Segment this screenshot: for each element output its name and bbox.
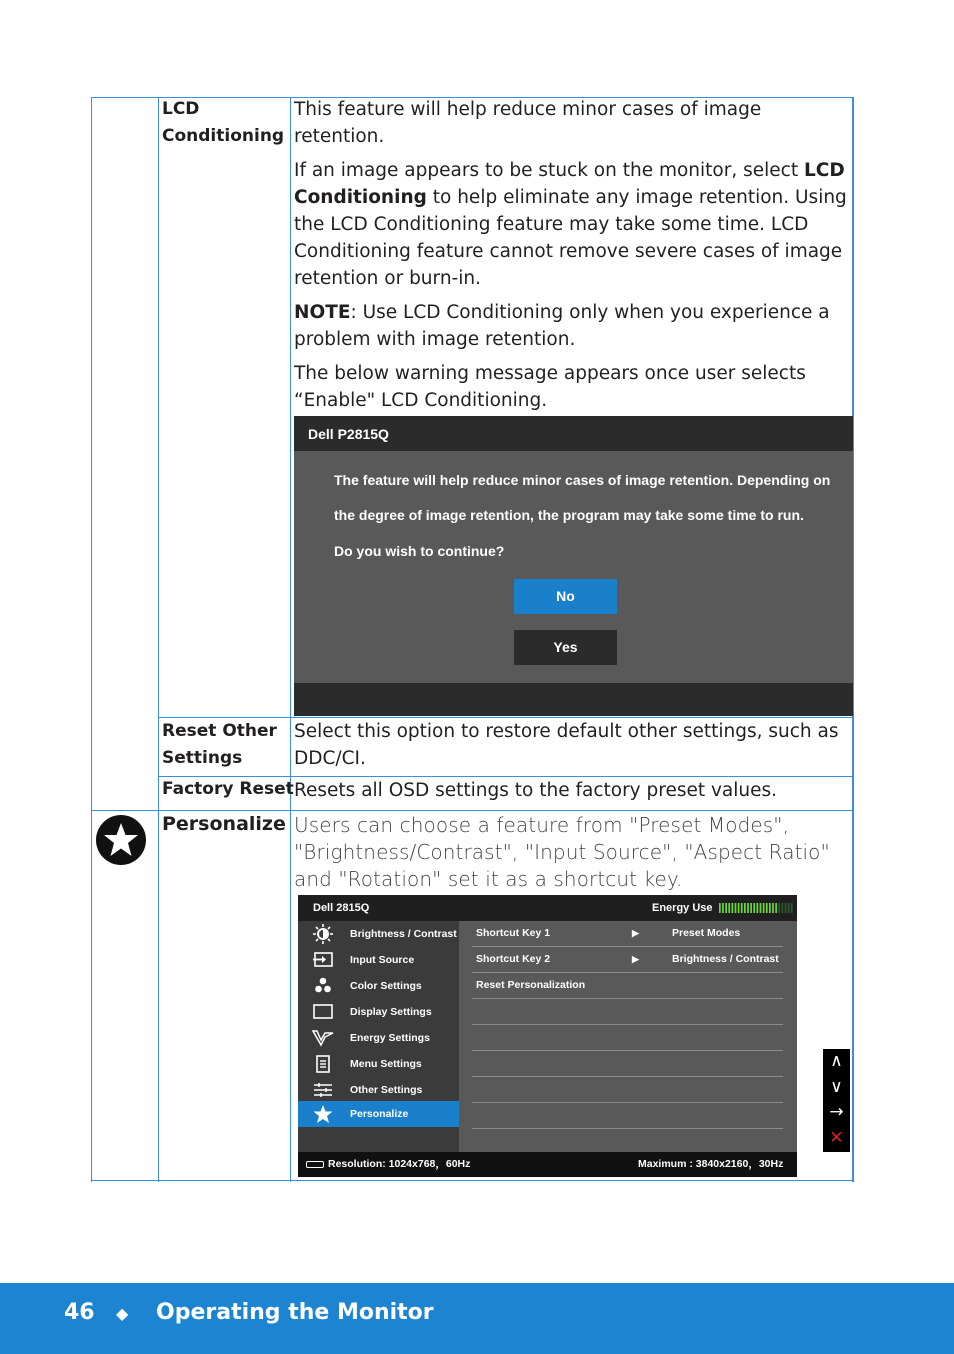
osd-navigation-panel [823,1049,850,1152]
lcd-p2-bold: LCD Conditioning [294,160,845,208]
caret-right-icon: ▶ [632,928,639,938]
energy-meter-bar [763,903,765,913]
note-text: : Use LCD Conditioning only when you experience a problem with image retention. [294,302,830,350]
energy-meter-bar [778,903,780,913]
menu-item-color-settings[interactable] [298,973,459,999]
section-title: Operating the Monitor [156,1300,434,1325]
maximum-resolution-text: Maximum : 3840x2160，30Hz [638,1158,784,1170]
osd-title: Dell 2815Q [313,902,370,914]
energy-meter [719,903,794,913]
energy-meter-bar [753,903,755,913]
energy-meter-bar [747,903,749,913]
input-source-icon [312,950,334,970]
energy-meter-bar [766,903,768,913]
energy-meter-bar [725,903,727,913]
osd-row-reset-personalization[interactable] [472,973,783,999]
hdmi-connector-icon [306,1161,324,1168]
menu-label: Menu Settings [350,1058,422,1070]
menu-label: Brightness / Contrast [350,928,457,940]
osd-row-name: Shortcut Key 1 [476,927,551,939]
right-arrow-icon[interactable]: → [829,1102,844,1122]
other-settings-icon [312,1080,334,1100]
menu-settings-icon [312,1054,334,1074]
menu-label: Personalize [350,1108,409,1120]
lcd-paragraph-4: The below warning message appears once user selects “Enable" LCD Conditioning. [294,363,806,411]
menu-label: Display Settings [350,1006,432,1018]
lcd-warning-dialog [294,416,853,716]
energy-meter-bar [788,903,790,913]
brightness-icon [312,924,334,944]
lcd-conditioning-label [162,96,284,150]
reset-other-settings-description: Select this option to restore default other settings, such as DDC/CI. [294,721,839,769]
energy-meter-bar [722,903,724,913]
osd-row-name: Reset Personalization [476,979,586,991]
personalize-description: Users can choose a feature from "Preset Modes", "Brightness/Contrast", "Input Source", "Aspect Ratio" and "Rotation" set it as a shortcut key. [294,813,830,891]
dialog-line-1: The feature will help reduce minor cases of image retention. Depending on [334,472,831,488]
lcd-paragraph-2 [294,157,850,292]
dialog-line-3: Do you wish to continue? [334,543,505,559]
menu-item-display-settings[interactable] [298,999,459,1025]
menu-item-menu-settings[interactable] [298,1051,459,1077]
table-border-col2 [290,97,291,1182]
osd-personalize-menu [298,895,797,1177]
menu-item-brightness-contrast[interactable] [298,921,459,947]
menu-label: Energy Settings [350,1032,430,1044]
no-button[interactable]: No [514,579,617,614]
menu-label: Other Settings [350,1084,423,1096]
dialog-line-2: the degree of image retention, the program may take some time to run. [334,507,804,523]
energy-meter-bar [741,903,743,913]
reset-other-label-line1: Reset Other [162,721,277,741]
color-settings-icon [312,976,334,996]
osd-row-name: Shortcut Key 2 [476,953,551,965]
energy-meter-bar [744,903,746,913]
energy-meter-bar [750,903,752,913]
energy-meter-bar [719,903,721,913]
factory-reset-description: Resets all OSD settings to the factory preset values. [294,780,778,801]
menu-item-input-source[interactable] [298,947,459,973]
energy-meter-bar [728,903,730,913]
lcd-label-line1: LCD [162,99,200,119]
osd-row-empty [472,999,783,1025]
energy-use-label: Energy Use [652,902,713,914]
osd-row-empty [472,1051,783,1077]
reset-other-settings-label [162,718,277,772]
diamond-icon: ◆ [116,1304,129,1323]
osd-footer [298,1152,797,1177]
lcd-p2-post: to help eliminate any image retention. Using the LCD Conditioning feature may take some time. LCD Conditioning feature cannot remove severe cases of image retention or burn-in. [294,187,847,289]
up-arrow-icon[interactable]: ∧ [830,1051,843,1071]
yes-button[interactable]: Yes [514,630,617,665]
energy-meter-bar [769,903,771,913]
note-label: NOTE [294,302,351,323]
energy-meter-bar [732,903,734,913]
osd-row-value: Brightness / Contrast [672,953,779,965]
lcd-note [294,299,850,353]
menu-item-energy-settings[interactable] [298,1025,459,1051]
personalize-label: Personalize [162,813,286,835]
energy-meter-bar [760,903,762,913]
osd-row-value: Preset Modes [672,927,741,939]
personalize-star-icon [95,814,147,866]
resolution-text: Resolution: 1024x768，60Hz [328,1158,471,1170]
dialog-footer [294,683,853,716]
page-number: 46 [64,1300,95,1325]
lcd-conditioning-description [294,96,850,421]
energy-meter-bar [791,903,793,913]
osd-header [298,895,797,921]
osd-row-empty [472,1077,783,1103]
lcd-p2-pre: If an image appears to be stuck on the monitor, select [294,160,804,181]
energy-settings-icon [312,1028,334,1048]
energy-meter-bar [772,903,774,913]
menu-label: Color Settings [350,980,422,992]
table-border-left [91,97,92,1182]
energy-meter-bar [785,903,787,913]
menu-label: Input Source [350,954,415,966]
menu-item-personalize[interactable] [298,1101,459,1127]
menu-item-other-settings[interactable] [298,1077,459,1103]
dialog-title: Dell P2815Q [294,416,853,451]
down-arrow-icon[interactable]: ∨ [830,1077,843,1097]
osd-row-empty [472,1103,783,1129]
factory-reset-label: Factory Reset [162,779,294,799]
energy-meter-bar [735,903,737,913]
energy-meter-bar [738,903,740,913]
energy-meter-bar [775,903,777,913]
lcd-paragraph-1: This feature will help reduce minor cases of image retention. [294,99,762,147]
table-border-bottom [91,1180,854,1181]
table-border-col1 [158,97,159,1182]
reset-other-label-line2: Settings [162,748,243,768]
page-footer [0,1283,954,1354]
energy-meter-bar [757,903,759,913]
osd-row-shortcut-key-1[interactable] [472,921,783,947]
osd-row-empty [472,1025,783,1051]
energy-meter-bar [782,903,784,913]
close-icon[interactable]: ✕ [829,1128,844,1148]
display-settings-icon [312,1002,334,1022]
osd-row-shortcut-key-2[interactable] [472,947,783,973]
star-icon [312,1104,334,1124]
caret-right-icon: ▶ [632,954,639,964]
lcd-label-line2: Conditioning [162,126,285,146]
